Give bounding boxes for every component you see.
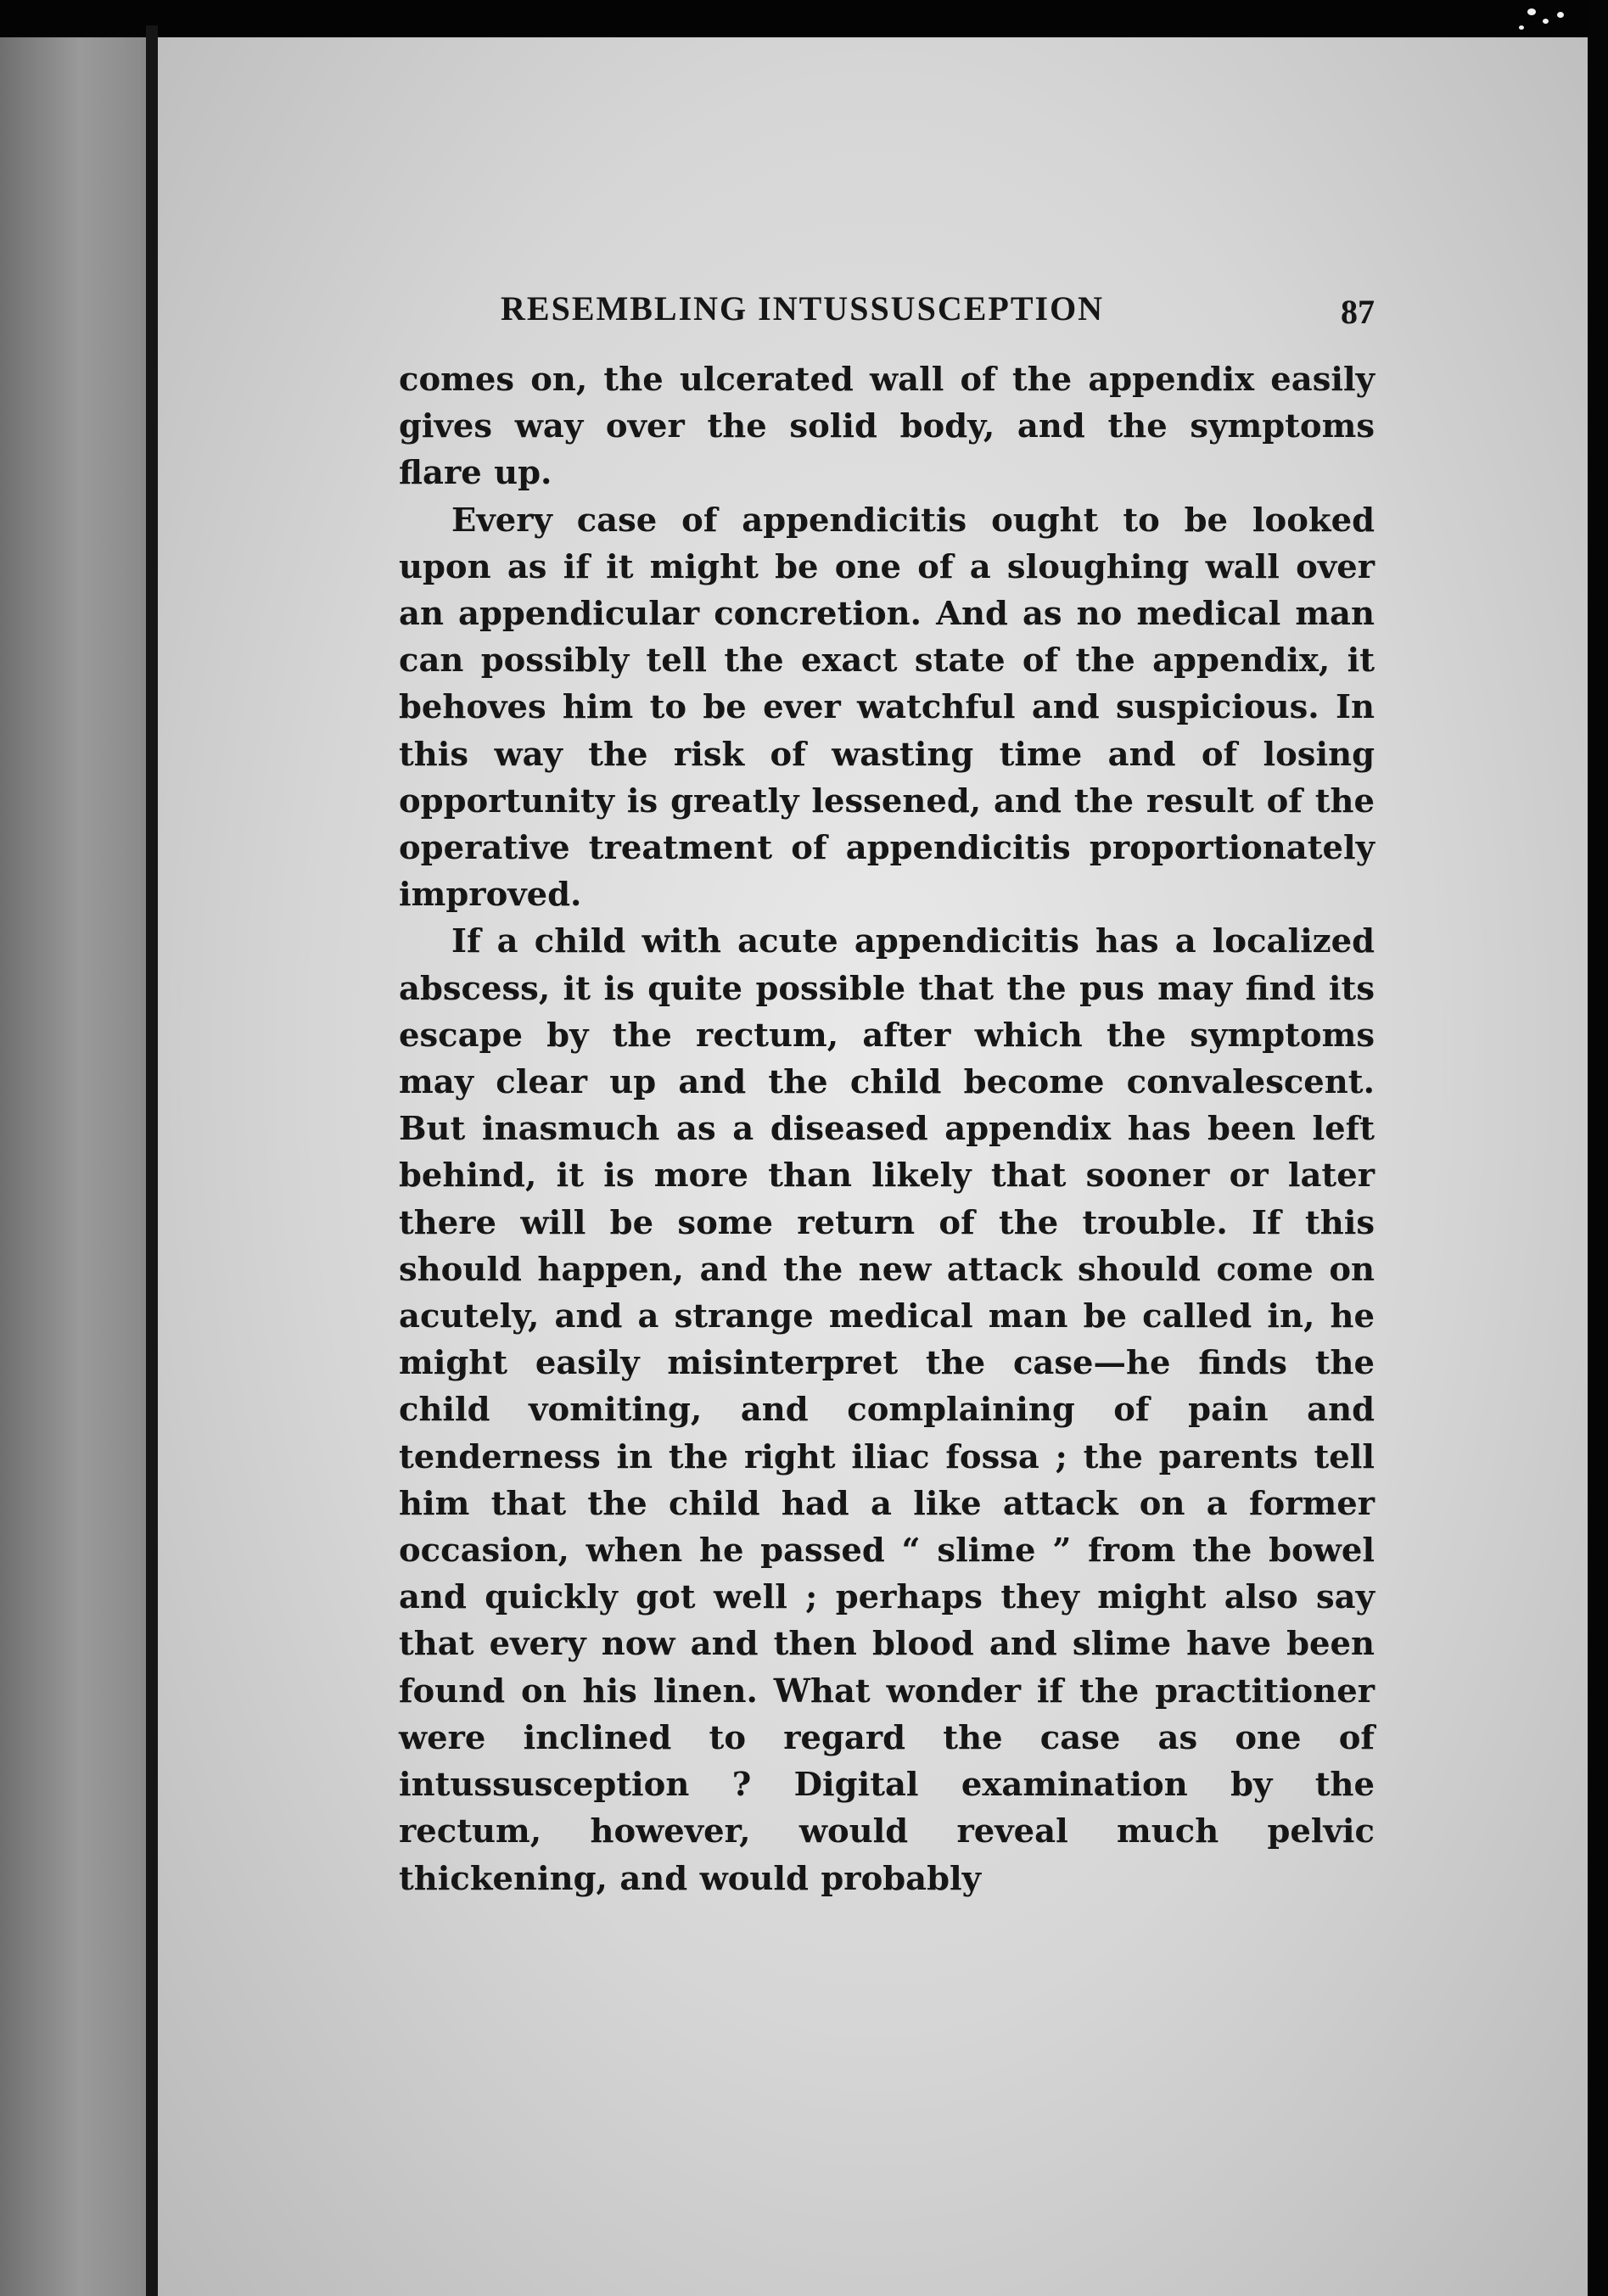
scan-speck: [1543, 19, 1549, 24]
paragraph-appendicitis-caution: Every case of appendicitis ought to be looked upon as if it might be one of a sloughing wall over an appendicular concretion. And as no medical man can possibly tell the exact state of the appendix, it behoves him to be ever watchful and suspicious. In this way the risk of wasting time and of losing opportunity is greatly lessened, and the result of the operative treatment of appendicitis proportionately improved.: [399, 501, 1375, 915]
scan-speck: [1519, 25, 1524, 30]
running-head-title: RESEMBLING INTUSSUSCEPTION: [501, 289, 1105, 328]
scan-speck: [1527, 8, 1536, 15]
scan-right-border: [1588, 0, 1608, 2296]
scan-speck: [1557, 12, 1564, 18]
running-head: [399, 280, 1375, 339]
scan-top-border: [0, 0, 1608, 37]
page-text-block: [399, 280, 1375, 1902]
page-number: 87: [1341, 293, 1375, 331]
facing-page-gutter: [0, 37, 146, 2296]
paragraph-localized-abscess: If a child with acute appendicitis has a localized abscess, it is quite possible that the pus may find its escape by the rectum, after which the symptoms may clear up and the child become convalescent. But inasmuch as a diseased appendix has been left behind, it is more than likely that sooner or later there will be some return of the trouble. If this should happen, and the new attack should come on acutely, and a strange medical man be called in, he might easily misinterpret the case—he finds the child vomiting, and complaining of pain and tenderness in the right iliac fossa ; the parents tell him that the child had a like attack on a former occasion, when he passed “ slime ” from the bowel and quickly got well ; perhaps they might also say that every now and then blood and slime have been found on his linen. What wonder if the practitioner were inclined to regard the case as one of intussusception ? Digital examination by the rectum, however, would reveal much pelvic thickening, and would probably: [399, 922, 1375, 1898]
binding-shadow: [146, 25, 158, 2296]
paragraph-continuation: comes on, the ulcerated wall of the appendix easily gives way over the solid body, and the symptoms flare up.: [399, 361, 1375, 493]
